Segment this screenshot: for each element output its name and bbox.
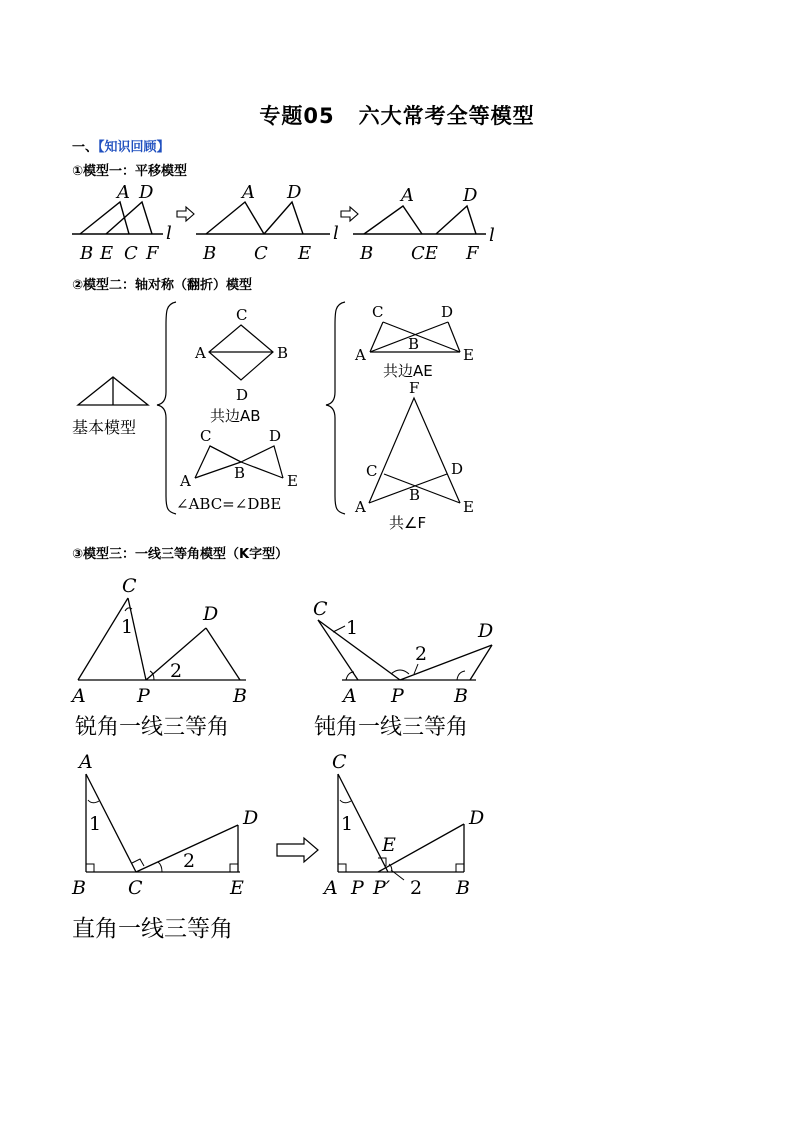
label: D [478,620,494,642]
label: 1 [89,813,102,835]
model3-heading: ③模型三：一线三等角模型（K字型） [72,547,289,562]
label: F [146,243,159,264]
label: B [233,685,247,707]
label: CE [411,243,438,264]
label: 基本模型 [72,418,137,437]
label: D [441,303,454,321]
label: 2 [415,643,428,665]
label: F [466,243,479,264]
label: B [203,243,217,264]
label: D [243,807,259,829]
label: C [366,462,378,480]
label: 1 [346,617,359,639]
label: 共边AE [383,362,433,380]
label: C [128,877,143,899]
label: B [456,877,470,899]
label: 2 [170,660,183,682]
label: B [409,486,421,504]
label: D [469,807,485,829]
label: D [139,182,154,203]
label: 2 [410,877,423,899]
label: P [351,877,364,899]
page-title: 专题05 六大常考全等模型 [259,104,535,128]
left-brace [157,302,176,514]
label: 钝角一线三等角 [314,715,469,740]
label: B [360,243,374,264]
obtuse-k-figure [313,598,493,740]
label: F [409,379,420,397]
label: A [343,685,357,707]
label: E [287,472,298,490]
bowtie-figure [176,427,298,513]
label: A [72,685,86,707]
translation-figure-2 [196,182,339,264]
label: E [298,243,312,264]
label: D [463,185,478,206]
label: A [324,877,338,899]
label: D [287,182,302,203]
arrow-icon [177,207,194,221]
label: C [200,427,212,445]
label: A [242,182,255,203]
isosceles-figure [354,379,474,532]
label: C [254,243,268,264]
acute-k-figure [70,575,247,740]
label: C [332,751,347,773]
right-k-moved-figure [322,751,484,899]
label: B [454,685,468,707]
label: C [236,306,248,324]
label: P [391,685,404,707]
label: E [230,877,244,899]
label: l [333,223,339,244]
arrow-icon [277,838,318,862]
label: A [195,344,206,362]
label: D [236,386,249,404]
label: 共∠F [389,514,427,532]
label: A [355,498,366,516]
label: E [100,243,114,264]
label: ∠ABC=∠DBE [176,495,282,513]
section-label: 【知识回顾】 [98,140,170,155]
label: C [122,575,137,597]
label: D [451,460,464,478]
kite-figure [194,306,288,425]
label: E [382,834,396,856]
label: 锐角一线三等角 [75,715,230,740]
label: C [124,243,138,264]
basic-model-figure [72,377,148,437]
label: P′ [373,877,391,899]
label: B [80,243,94,264]
right-brace [326,302,345,514]
translation-figure-3 [353,185,495,264]
label: B [234,464,246,482]
label: C [313,598,328,620]
label: B [72,877,86,899]
right-k-figure [71,751,258,899]
arrow-icon [341,207,358,221]
translation-figure-1 [72,182,172,264]
label: 共边AB [210,407,261,425]
model1-heading: ①模型一：平移模型 [72,164,188,179]
label: D [269,427,282,445]
label: 1 [341,813,354,835]
label: E [463,498,474,516]
section-heading: 一、【知识回顾】 [72,140,170,155]
label: E [463,346,474,364]
label: B [408,335,420,353]
label: A [180,472,191,490]
label: C [372,303,384,321]
label: l [166,223,172,244]
label: A [401,185,414,206]
shared-side-figure [354,303,474,380]
label: l [489,225,495,246]
label: A [355,346,366,364]
label: 2 [183,850,196,872]
label: P [137,685,150,707]
model2-heading: ②模型二：轴对称（翻折）模型 [72,278,253,293]
label: A [117,182,130,203]
label: A [79,751,93,773]
label: 1 [121,616,134,638]
label: B [277,344,289,362]
label: D [203,603,219,625]
right-k-caption: 直角一线三等角 [72,916,233,942]
